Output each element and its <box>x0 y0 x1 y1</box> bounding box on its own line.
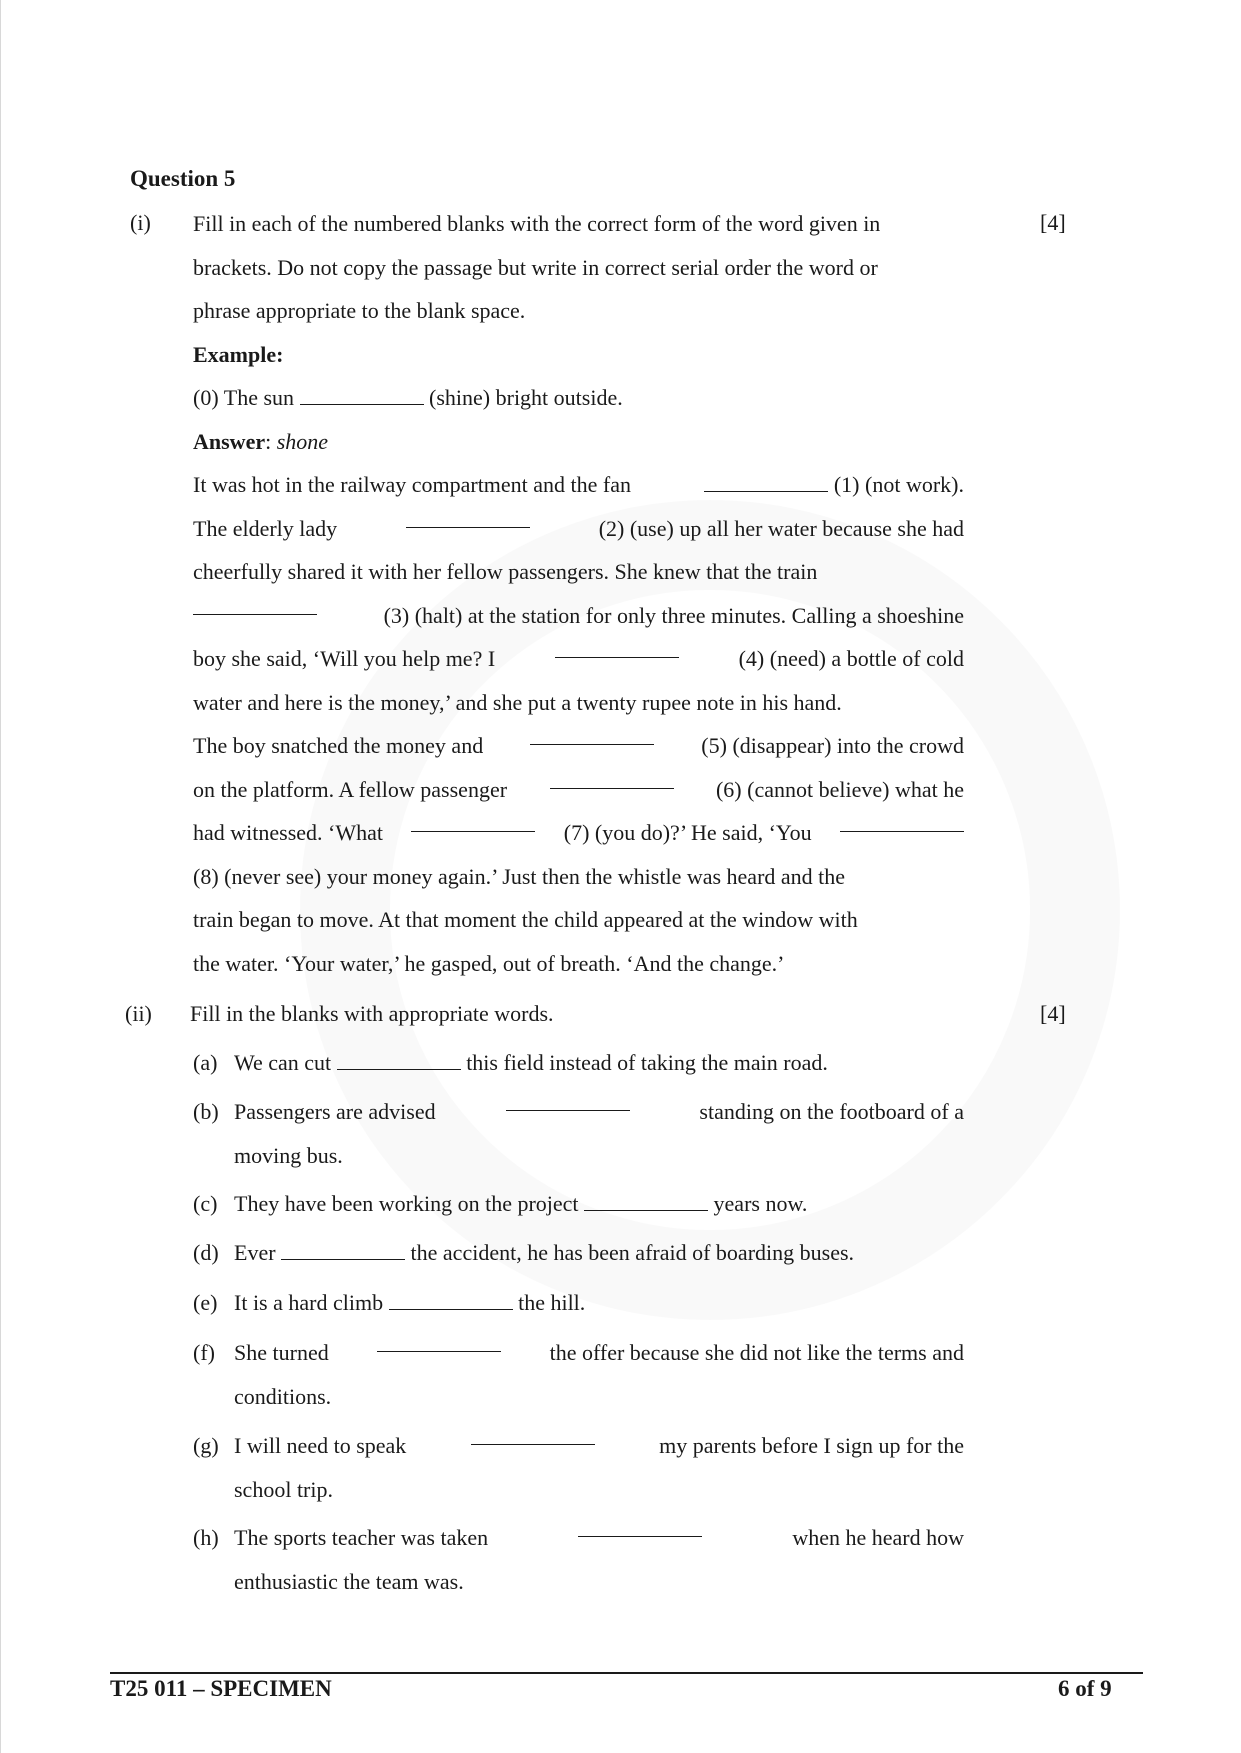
example-text: (shine) bright outside. <box>429 385 623 410</box>
item-text <box>234 1331 964 1418</box>
passage-line <box>193 724 964 768</box>
item-line: school trip. <box>234 1476 333 1502</box>
item-fragment: the offer because she did not like the terms and <box>549 1340 964 1365</box>
item-fragment: Ever <box>234 1240 276 1265</box>
passage-text: The boy snatched the money and <box>193 733 484 758</box>
item-a <box>193 1041 964 1085</box>
passage-text: (3) (halt) at the station for only three minutes. Calling a shoeshine <box>383 602 964 628</box>
part-i-instructions <box>193 202 964 985</box>
passage-text: had witnessed. ‘What <box>193 820 383 845</box>
instruction-line: Fill in the blanks with appropriate words. <box>190 1001 554 1026</box>
item-line <box>234 1090 964 1134</box>
item-text <box>234 1281 964 1325</box>
item-d <box>193 1231 964 1275</box>
item-fragment: years now. <box>713 1191 808 1216</box>
item-line <box>234 1331 964 1375</box>
blank-line <box>471 1424 595 1445</box>
part-i-marks: [4] <box>1040 210 1066 235</box>
blank-line <box>377 1331 501 1352</box>
passage-text: It was hot in the railway compartment and the fan <box>193 472 632 497</box>
item-fragment: the hill. <box>518 1290 586 1315</box>
item-text <box>234 1090 964 1177</box>
item-label: (h) <box>193 1525 219 1550</box>
item-label: (e) <box>193 1290 218 1315</box>
item-line: conditions. <box>234 1383 332 1409</box>
passage-text: (5) (disappear) into the crowd <box>701 733 964 758</box>
item-f <box>193 1331 964 1419</box>
passage-text: (2) (use) up all her water because she had <box>598 515 964 541</box>
part-ii-instructions <box>190 992 961 1036</box>
instruction-line: phrase appropriate to the blank space. <box>193 298 526 323</box>
item-fragment: It is a hard climb <box>234 1290 384 1315</box>
blank-line <box>411 811 535 832</box>
item-c <box>193 1182 964 1226</box>
item-text <box>234 1182 964 1226</box>
item-label: (d) <box>193 1240 219 1265</box>
page-number: 6 of 9 <box>1058 1676 1112 1701</box>
blank-line <box>337 1049 461 1070</box>
part-ii-number: (ii) <box>125 1001 152 1026</box>
item-line <box>234 1516 964 1560</box>
passage-text: (7) (you do)?’ He said, ‘You <box>563 820 812 845</box>
instruction-line: brackets. Do not copy the passage but write in correct serial order the word or <box>193 254 878 280</box>
passage-line <box>193 768 964 812</box>
item-line: moving bus. <box>234 1142 343 1168</box>
item-label: (b) <box>193 1099 219 1124</box>
item-line <box>234 1424 964 1468</box>
blank-line <box>406 507 530 528</box>
item-text <box>234 1231 964 1275</box>
item-e <box>193 1281 964 1325</box>
page-edge-rule <box>0 0 1 1753</box>
passage-text: boy she said, ‘Will you help me? I <box>193 646 496 671</box>
blank-line <box>704 471 828 492</box>
item-fragment: this field instead of taking the main road. <box>466 1050 828 1075</box>
part-ii-marks: [4] <box>1040 1001 1066 1026</box>
item-label: (f) <box>193 1340 215 1365</box>
passage-line <box>193 594 964 638</box>
item-h <box>193 1516 964 1604</box>
blank-line <box>389 1289 513 1310</box>
passage-line <box>193 811 964 855</box>
part-i-number: (i) <box>130 210 151 235</box>
passage-line: train began to move. At that moment the child appeared at the window with <box>193 907 858 932</box>
question-title: Question 5 <box>130 166 236 191</box>
item-text <box>234 1516 964 1603</box>
example-text: (0) The sun <box>193 385 295 410</box>
passage-text: on the platform. A fellow passenger <box>193 776 508 802</box>
blank-line <box>530 724 654 745</box>
item-fragment: my parents before I sign up for the <box>659 1433 964 1458</box>
item-b <box>193 1090 964 1178</box>
item-fragment: We can cut <box>234 1050 332 1075</box>
passage-line: cheerfully shared it with her fellow passengers. She knew that the train <box>193 559 818 584</box>
item-label: (a) <box>193 1050 218 1075</box>
item-fragment: She turned <box>234 1340 329 1365</box>
item-label: (g) <box>193 1433 219 1458</box>
answer-label: Answer <box>193 428 266 454</box>
passage-text: (4) (need) a bottle of cold <box>738 646 964 671</box>
passage-line: water and here is the money,’ and she put a twenty rupee note in his hand. <box>193 689 842 715</box>
item-g <box>193 1424 964 1512</box>
passage-line <box>193 637 964 681</box>
item-fragment: Passengers are advised <box>234 1099 436 1124</box>
blank-line <box>300 384 424 405</box>
item-fragment: when he heard how <box>792 1525 964 1550</box>
blank-line <box>584 1190 708 1211</box>
item-fragment: I will need to speak <box>234 1433 407 1458</box>
passage-text: The elderly lady <box>193 515 338 541</box>
answer-colon: : <box>265 428 277 454</box>
item-label: (c) <box>193 1191 218 1216</box>
passage-text: (6) (cannot believe) what he <box>715 776 964 802</box>
blank-line <box>506 1090 630 1111</box>
passage-line <box>193 507 964 551</box>
blank-line <box>555 637 679 658</box>
blank-line <box>281 1239 405 1260</box>
item-text <box>234 1424 964 1511</box>
passage-line: (8) (never see) your money again.’ Just then the whistle was heard and the <box>193 863 846 889</box>
answer-value: shone <box>276 428 329 454</box>
item-fragment: The sports teacher was taken <box>234 1525 489 1550</box>
instruction-line: Fill in each of the numbered blanks with the correct form of the word given in <box>193 211 881 236</box>
blank-line <box>840 811 964 832</box>
passage-line: the water. ‘Your water,’ he gasped, out of breath. ‘And the change.’ <box>193 950 785 976</box>
blank-line <box>578 1516 702 1537</box>
example-sentence <box>193 376 964 420</box>
paper-code: T25 011 – SPECIMEN <box>110 1676 332 1701</box>
item-fragment: standing on the footboard of a <box>699 1099 964 1124</box>
item-line: enthusiastic the team was. <box>234 1568 464 1594</box>
item-text <box>234 1041 964 1085</box>
item-fragment: They have been working on the project <box>234 1191 579 1216</box>
item-fragment: the accident, he has been afraid of boarding buses. <box>410 1240 855 1265</box>
blank-line <box>550 768 674 789</box>
passage-text: (1) (not work). <box>833 472 964 497</box>
blank-line <box>193 594 317 615</box>
example-label: Example: <box>193 341 284 367</box>
example-answer <box>193 420 964 464</box>
passage-line <box>193 463 964 507</box>
footer-divider <box>110 1672 1143 1674</box>
